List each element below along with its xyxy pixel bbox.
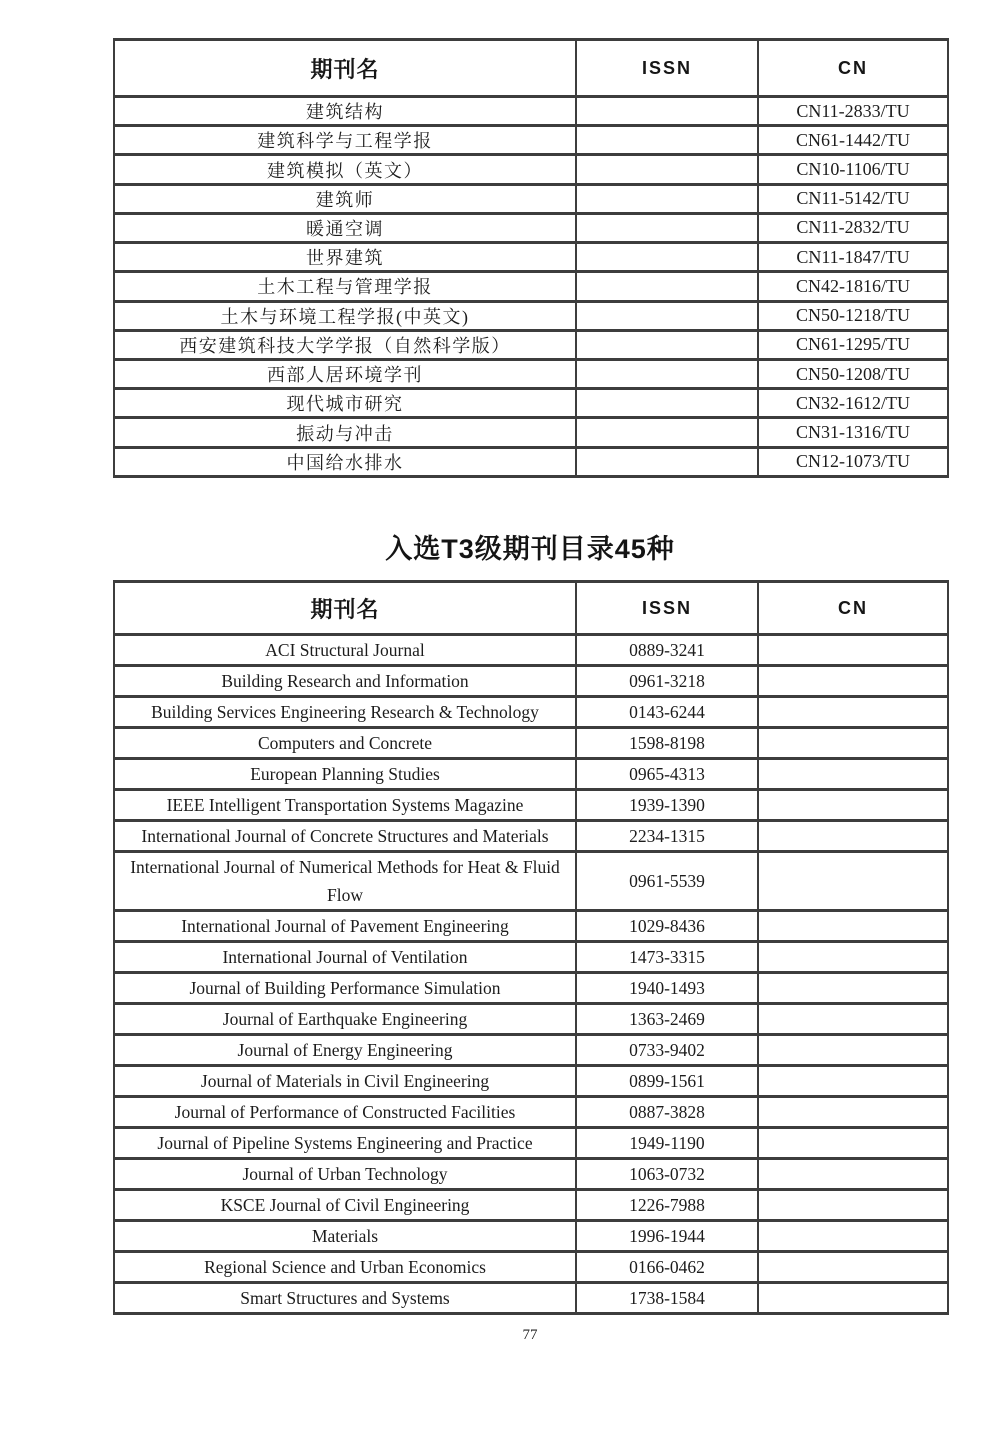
- table-row: [114, 359, 948, 388]
- journal-name-cell: Journal of Performance of Constructed Facilities: [114, 1097, 576, 1128]
- issn-cell: 1996-1944: [576, 1221, 758, 1252]
- journal-name-cell: Materials: [114, 1221, 576, 1252]
- journal-name-cell: 现代城市研究: [114, 389, 576, 418]
- cn-cell: [758, 635, 948, 666]
- journal-name-cell: Journal of Building Performance Simulation: [114, 973, 576, 1004]
- section-title: 入选T3级期刊目录45种: [385, 534, 675, 564]
- table-row: [114, 447, 948, 476]
- table-row: [114, 1035, 948, 1066]
- issn-cell: 0143-6244: [576, 697, 758, 728]
- table-row: [114, 973, 948, 1004]
- cn-cell: CN61-1442/TU: [758, 126, 948, 155]
- cn-cell: [758, 911, 948, 942]
- table-row: [114, 1221, 948, 1252]
- cn-cell: [758, 1252, 948, 1283]
- cn-cell: CN50-1218/TU: [758, 301, 948, 330]
- issn-cell: 0887-3828: [576, 1097, 758, 1128]
- t3-journal-table-body: [114, 635, 948, 1314]
- issn-cell: [576, 155, 758, 184]
- issn-cell: 0965-4313: [576, 759, 758, 790]
- cn-cell: [758, 973, 948, 1004]
- issn-cell: 0733-9402: [576, 1035, 758, 1066]
- cn-cell: CN12-1073/TU: [758, 447, 948, 476]
- cn-cell: [758, 1190, 948, 1221]
- cn-cell: [758, 1004, 948, 1035]
- table-row: [114, 942, 948, 973]
- journal-name-cell: European Planning Studies: [114, 759, 576, 790]
- journal-name-cell: ACI Structural Journal: [114, 635, 576, 666]
- journal-name-cell: Smart Structures and Systems: [114, 1283, 576, 1314]
- table-row: [114, 243, 948, 272]
- table-row: [114, 1066, 948, 1097]
- table-row: [114, 301, 948, 330]
- table-row: [114, 852, 948, 911]
- journal-name-cell: 土木工程与管理学报: [114, 272, 576, 301]
- issn-cell: [576, 301, 758, 330]
- issn-cell: 0899-1561: [576, 1066, 758, 1097]
- cn-cell: CN61-1295/TU: [758, 330, 948, 359]
- cn-header: CN: [758, 40, 948, 97]
- journal-name-cell: Building Research and Information: [114, 666, 576, 697]
- journal-name-cell: 暖通空调: [114, 213, 576, 242]
- table-row: [114, 635, 948, 666]
- table-row: [114, 911, 948, 942]
- table-row: [114, 821, 948, 852]
- issn-cell: 1063-0732: [576, 1159, 758, 1190]
- issn-cell: [576, 126, 758, 155]
- journal-name-cell: 土木与环境工程学报(中英文): [114, 301, 576, 330]
- cn-journal-table-header: [114, 40, 948, 97]
- cn-cell: CN11-5142/TU: [758, 184, 948, 213]
- journal-name-cell: 建筑结构: [114, 97, 576, 126]
- issn-cell: 1226-7988: [576, 1190, 758, 1221]
- journal-name-cell: 中国给水排水: [114, 447, 576, 476]
- cn-cell: [758, 1283, 948, 1314]
- journal-name-cell: International Journal of Concrete Structures and Materials: [114, 821, 576, 852]
- issn-header: ISSN: [576, 582, 758, 635]
- issn-cell: 0166-0462: [576, 1252, 758, 1283]
- cn-cell: [758, 942, 948, 973]
- journal-name-header: 期刊名: [114, 40, 576, 97]
- table-row: [114, 1004, 948, 1035]
- cn-cell: CN50-1208/TU: [758, 359, 948, 388]
- journal-name-cell: 西部人居环境学刊: [114, 359, 576, 388]
- journal-name-cell: Journal of Pipeline Systems Engineering and Practice: [114, 1128, 576, 1159]
- cn-cell: CN11-1847/TU: [758, 243, 948, 272]
- cn-cell: CN31-1316/TU: [758, 418, 948, 447]
- table-header-row: [114, 582, 948, 635]
- journal-name-cell: Journal of Urban Technology: [114, 1159, 576, 1190]
- table-row: [114, 330, 948, 359]
- cn-cell: [758, 759, 948, 790]
- journal-name-cell: Regional Science and Urban Economics: [114, 1252, 576, 1283]
- cn-cell: [758, 697, 948, 728]
- cn-cell: CN11-2832/TU: [758, 213, 948, 242]
- journal-name-cell: Building Services Engineering Research & Technology: [114, 697, 576, 728]
- issn-cell: 1029-8436: [576, 911, 758, 942]
- table-row: [114, 759, 948, 790]
- issn-cell: [576, 272, 758, 301]
- cn-cell: [758, 852, 948, 911]
- table-row: [114, 389, 948, 418]
- table-row: [114, 418, 948, 447]
- table-row: [114, 1190, 948, 1221]
- issn-cell: 1940-1493: [576, 973, 758, 1004]
- journal-name-cell: Computers and Concrete: [114, 728, 576, 759]
- cn-cell: [758, 1066, 948, 1097]
- journal-name-cell: 西安建筑科技大学学报（自然科学版）: [114, 330, 576, 359]
- table-row: [114, 1097, 948, 1128]
- table-row: [114, 126, 948, 155]
- journal-name-cell: 建筑模拟（英文）: [114, 155, 576, 184]
- issn-cell: [576, 359, 758, 388]
- issn-cell: [576, 97, 758, 126]
- table-row: [114, 697, 948, 728]
- cn-cell: CN11-2833/TU: [758, 97, 948, 126]
- issn-cell: [576, 389, 758, 418]
- journal-name-cell: IEEE Intelligent Transportation Systems Magazine: [114, 790, 576, 821]
- issn-cell: 1939-1390: [576, 790, 758, 821]
- table-row: [114, 1252, 948, 1283]
- cn-journal-table: [113, 38, 949, 478]
- table-row: [114, 272, 948, 301]
- journal-name-header: 期刊名: [114, 582, 576, 635]
- cn-cell: [758, 790, 948, 821]
- issn-cell: 1363-2469: [576, 1004, 758, 1035]
- cn-cell: [758, 666, 948, 697]
- cn-cell: [758, 728, 948, 759]
- journal-name-cell: International Journal of Pavement Engineering: [114, 911, 576, 942]
- issn-cell: 0961-5539: [576, 852, 758, 911]
- page-number: 77: [522, 1327, 538, 1343]
- cn-header: CN: [758, 582, 948, 635]
- journal-name-cell: Journal of Earthquake Engineering: [114, 1004, 576, 1035]
- table-row: [114, 1159, 948, 1190]
- issn-cell: 1473-3315: [576, 942, 758, 973]
- issn-cell: 1738-1584: [576, 1283, 758, 1314]
- issn-cell: [576, 184, 758, 213]
- issn-cell: 0889-3241: [576, 635, 758, 666]
- journal-name-cell: KSCE Journal of Civil Engineering: [114, 1190, 576, 1221]
- journal-name-cell: International Journal of Ventilation: [114, 942, 576, 973]
- issn-cell: [576, 447, 758, 476]
- table-row: [114, 184, 948, 213]
- table-header-row: [114, 40, 948, 97]
- t3-journal-table: [113, 580, 949, 1315]
- journal-name-cell: 建筑科学与工程学报: [114, 126, 576, 155]
- table-row: [114, 790, 948, 821]
- t3-journal-table-header: [114, 582, 948, 635]
- table-row: [114, 1128, 948, 1159]
- journal-name-cell: Journal of Energy Engineering: [114, 1035, 576, 1066]
- journal-name-cell: 建筑师: [114, 184, 576, 213]
- table-row: [114, 97, 948, 126]
- journal-name-cell: International Journal of Numerical Methods for Heat & Fluid Flow: [114, 852, 576, 911]
- journal-name-cell: Journal of Materials in Civil Engineering: [114, 1066, 576, 1097]
- table-row: [114, 1283, 948, 1314]
- cn-cell: [758, 1035, 948, 1066]
- cn-cell: [758, 821, 948, 852]
- issn-cell: [576, 418, 758, 447]
- cn-cell: CN42-1816/TU: [758, 272, 948, 301]
- journal-name-cell: 振动与冲击: [114, 418, 576, 447]
- issn-cell: 1598-8198: [576, 728, 758, 759]
- table-row: [114, 213, 948, 242]
- issn-cell: [576, 243, 758, 272]
- cn-cell: CN32-1612/TU: [758, 389, 948, 418]
- cn-cell: [758, 1221, 948, 1252]
- issn-header: ISSN: [576, 40, 758, 97]
- issn-cell: 0961-3218: [576, 666, 758, 697]
- cn-cell: CN10-1106/TU: [758, 155, 948, 184]
- issn-cell: 2234-1315: [576, 821, 758, 852]
- cn-cell: [758, 1128, 948, 1159]
- cn-journal-table-body: [114, 97, 948, 477]
- issn-cell: 1949-1190: [576, 1128, 758, 1159]
- cn-cell: [758, 1097, 948, 1128]
- cn-cell: [758, 1159, 948, 1190]
- table-row: [114, 728, 948, 759]
- issn-cell: [576, 330, 758, 359]
- journal-name-cell: 世界建筑: [114, 243, 576, 272]
- table-row: [114, 155, 948, 184]
- issn-cell: [576, 213, 758, 242]
- table-row: [114, 666, 948, 697]
